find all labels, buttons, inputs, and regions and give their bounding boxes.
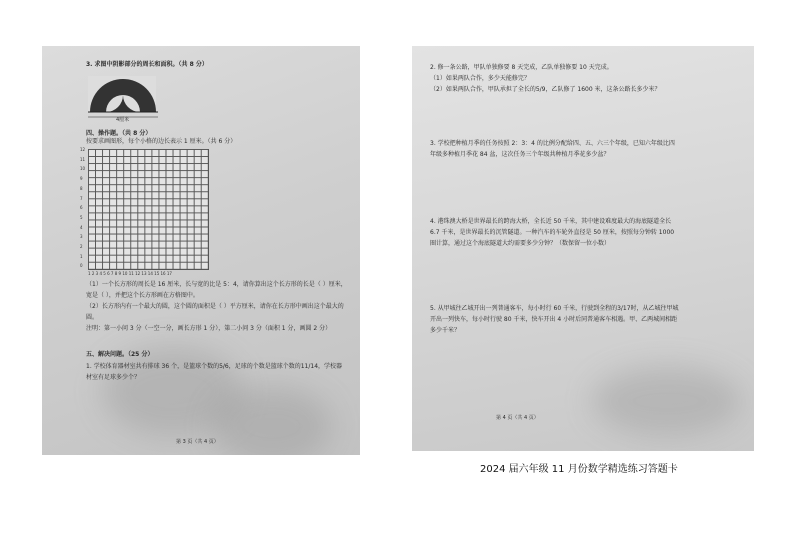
grid-y-number: 10: [80, 166, 86, 172]
right-q4: 4. 港珠澳大桥是世界最长的跨海大桥，全长近 50 千米，其中建设难度最大的海底隧道全长 6.7 千米，是世界最长的沉管隧道。一种汽车的车轮外直径是 50 厘米，按照每分钟转 1000 圈计算，通过这个海底隧道大约需要多少分钟？（数保留一位小数）: [430, 218, 675, 247]
grid-y-number: 0: [80, 263, 83, 269]
right-q2b: （2）如果两队合作，甲队承担了全长的5/9，乙队修了 1600 米，这条公路长多少米？: [430, 86, 661, 93]
grid-y-number: 11: [80, 156, 86, 162]
left-page-photo: [42, 46, 360, 455]
right-q2a: （1）如果两队合作，多少天能修完？: [430, 75, 530, 82]
q3-title: 3. 求图中阴影部分的周长和面积。（共 8 分）: [86, 61, 208, 68]
answer-sheet-caption: 2024 届六年级 11 月份数学精选练习答题卡: [480, 464, 678, 475]
section4-intro: 按要求画图形，每个小格的边长表示 1 厘米。（共 6 分）: [86, 138, 237, 145]
section4-title: 四、操作题。（共 8 分）: [86, 130, 152, 137]
shaded-area-diagram: [86, 72, 160, 120]
grid-x-axis: 1 2 3 4 5 6 7 8 9 10 11 12 13 14 15 16 17: [88, 271, 172, 276]
word-problem-1: 1. 学校体育器材室共有排球 36 个，是篮球个数的5/6，足球的个数是篮球个数的11/14，学校器材室有足球多少个？: [86, 363, 343, 381]
section5-title: 五、解决问题。（25 分）: [86, 351, 154, 358]
right-q3: 3. 学校把种植月季的任务按照 2：3：4 的比例分配给四、五、六三个年级，已知六年级比四年级多种植月季花 84 盆，这次任务三个年级共种植月季花多少盆？: [430, 140, 675, 158]
grid-y-number: 8: [80, 185, 83, 191]
drawing-grid: [88, 149, 209, 270]
grid-y-number: 2: [80, 244, 83, 249]
right-page-photo: [412, 46, 754, 451]
grid-y-number: 1: [80, 253, 83, 259]
operation-question-1: （1）一个长方形的周长是 16 厘米，长与宽的比是 5：4，请你算出这个长方形的长是（ ）厘米，宽是（ ），并把这个长方形画在方格图中。: [86, 281, 347, 299]
left-page-number: 第 3 页（共 4 页）: [176, 439, 219, 445]
operation-note: 注明：第一小问 3 分（一空一分，画长方形 1 分），第二小问 3 分（面积 1 分，画圆 2 分）: [86, 325, 332, 332]
grid-y-number: 7: [80, 195, 83, 201]
grid-y-number: 6: [80, 205, 83, 211]
right-q5: 5. 从甲城往乙城开出一列普通客车，每小时行 60 千米，行驶到全程的3/17时，从乙城往甲城开出一列快车，每小时行驶 80 千米，快车开出 4 小时后同普通客车相遇。甲、乙两城间相距多少千米？: [430, 305, 679, 334]
right-q2: 2. 修一条公路，甲队单独修要 8 天完成，乙队单独修要 10 天完成。: [430, 64, 613, 71]
grid-y-number: 12: [80, 147, 86, 152]
grid-y-number: 3: [80, 234, 83, 240]
operation-question-2: （2）长方形内有一个最大的圆，这个圆的面积是（ ）平方厘米，请你在长方形中画出这个最大的圆。: [86, 303, 344, 321]
grid-y-number: 4: [80, 224, 83, 230]
grid-y-number: 9: [80, 176, 83, 182]
diagram-label: 4厘米: [116, 117, 130, 123]
right-page-number: 第 4 页（共 4 页）: [496, 415, 539, 421]
grid-y-number: 5: [80, 214, 83, 220]
